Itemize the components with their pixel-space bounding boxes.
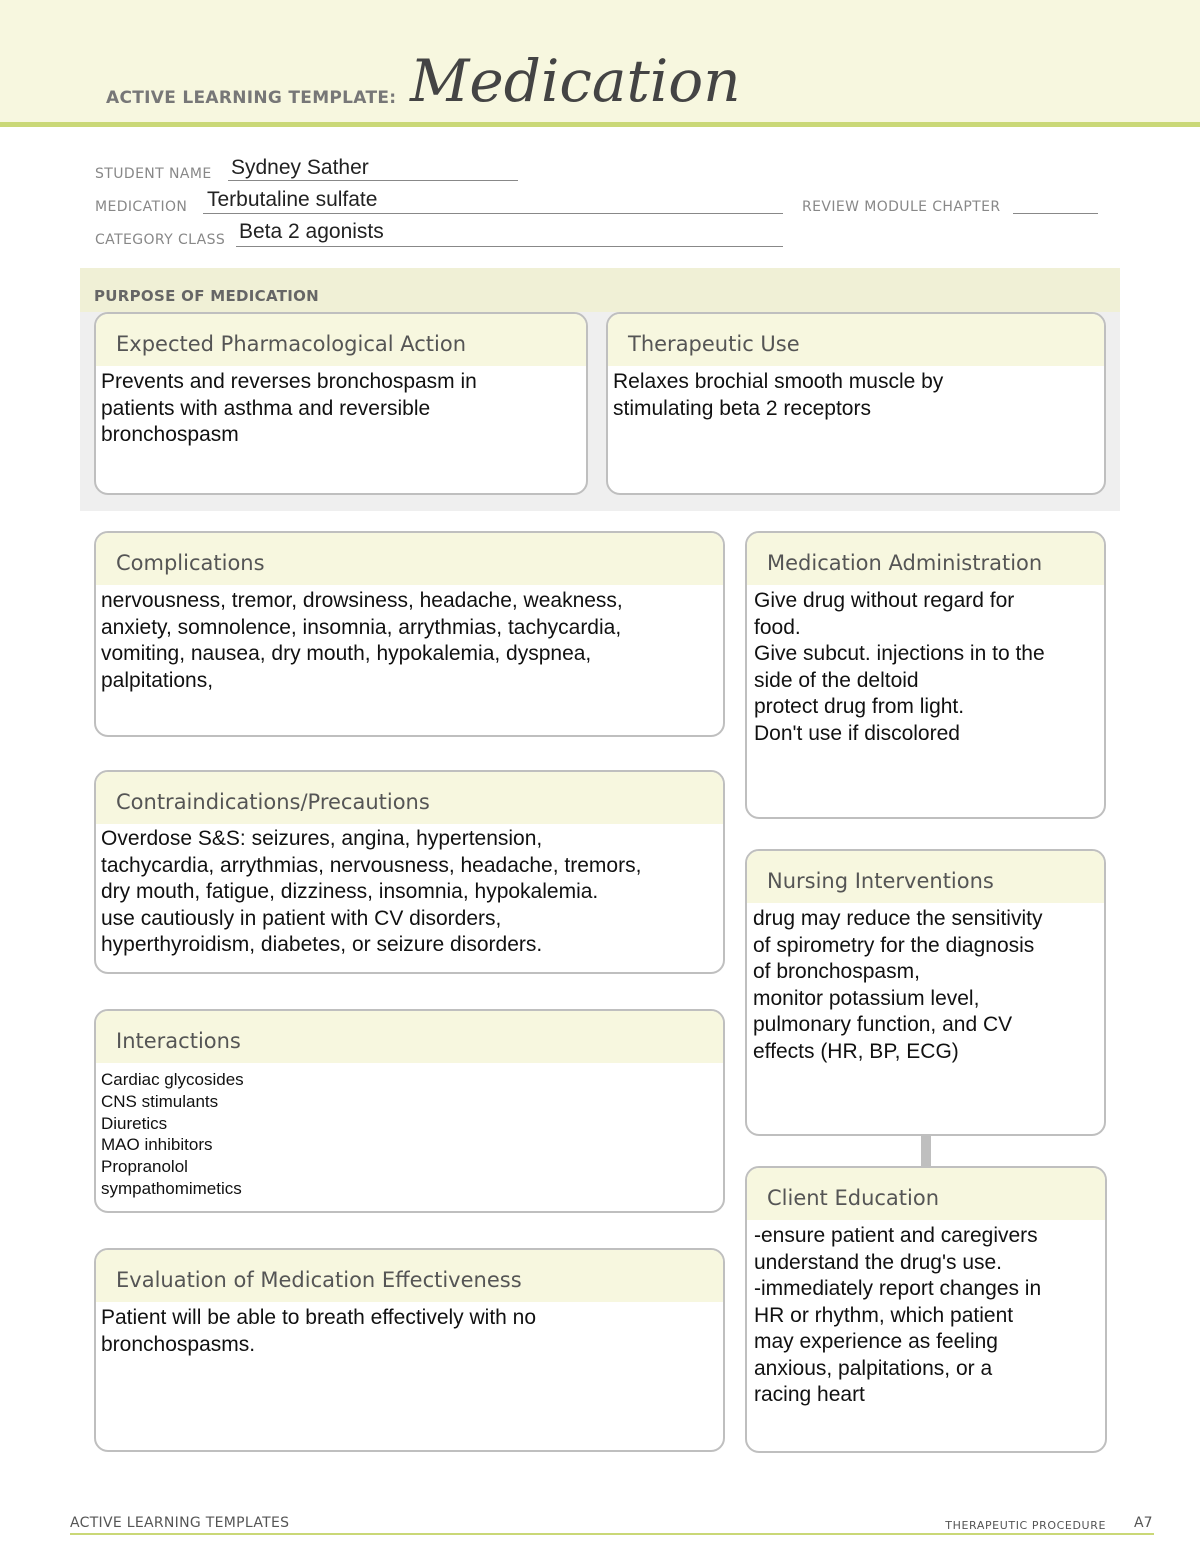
client-education-header	[747, 1168, 1105, 1220]
evaluation-title: Evaluation of Medication Effectiveness	[116, 1268, 522, 1292]
footer-right-label: THERAPEUTIC PROCEDURE	[945, 1519, 1106, 1532]
client-education-box	[745, 1166, 1107, 1453]
medication-line	[203, 213, 783, 214]
template-title: Medication	[410, 47, 741, 115]
therapeutic-use-text[interactable]: Relaxes brochial smooth muscle by stimulating beta 2 receptors	[613, 370, 944, 420]
category-class-field[interactable]: Beta 2 agonists	[239, 220, 384, 243]
student-name-field[interactable]: Sydney Sather	[231, 156, 369, 179]
medication-administration-title: Medication Administration	[767, 551, 1043, 575]
expected-action-header	[96, 314, 586, 366]
footer-divider	[70, 1533, 1154, 1535]
header-divider	[0, 122, 1200, 127]
contraindications-box	[94, 770, 725, 974]
therapeutic-use-box	[606, 312, 1106, 495]
contraindications-title: Contraindications/Precautions	[116, 790, 430, 814]
evaluation-header	[96, 1250, 723, 1302]
nursing-interventions-text[interactable]: drug may reduce the sensitivity of spirometry for the diagnosis of bronchospasm, monitor potassium level, pulmonary function, and CV effects (HR, BP, ECG)	[753, 907, 1043, 1063]
contraindications-text[interactable]: Overdose S&S: seizures, angina, hypertension, tachycardia, arrythmias, nervousness, headache, tremors, dry mouth, fatigue, dizziness, insomnia, hypokalemia. use cautiously in patient with CV disorders, hyperthyroidism, diabetes, or seizure disorders.	[101, 827, 642, 956]
purpose-label: PURPOSE OF MEDICATION	[94, 287, 320, 305]
therapeutic-use-title: Therapeutic Use	[628, 332, 800, 356]
expected-action-text[interactable]: Prevents and reverses bronchospasm in patients with asthma and reversible bronchospasm	[101, 370, 477, 446]
client-education-title: Client Education	[767, 1186, 940, 1210]
interactions-box	[94, 1009, 725, 1213]
expected-action-title: Expected Pharmacological Action	[116, 332, 467, 356]
nursing-interventions-title: Nursing Interventions	[767, 869, 994, 893]
footer-left-label: ACTIVE LEARNING TEMPLATES	[70, 1515, 290, 1531]
complications-title: Complications	[116, 551, 265, 575]
purpose-header	[80, 268, 1120, 312]
interactions-header	[96, 1011, 723, 1063]
therapeutic-use-header	[608, 314, 1104, 366]
student-name-line	[228, 180, 518, 181]
client-education-text[interactable]: -ensure patient and caregivers understand the drug's use. -immediately report changes in HR or rhythm, which patient may experience as feeling anxious, palpitations, or a racing heart	[754, 1224, 1042, 1406]
category-class-line	[236, 246, 783, 247]
medication-field[interactable]: Terbutaline sulfate	[207, 188, 378, 211]
evaluation-text[interactable]: Patient will be able to breath effectively with no bronchospasms.	[101, 1306, 537, 1356]
contraindications-header	[96, 772, 723, 824]
category-class-label: CATEGORY CLASS	[95, 232, 226, 248]
medication-label: MEDICATION	[95, 199, 188, 215]
template-label: ACTIVE LEARNING TEMPLATE:	[106, 88, 397, 108]
complications-header	[96, 533, 723, 585]
review-module-line	[1013, 213, 1098, 214]
complications-text[interactable]: nervousness, tremor, drowsiness, headache, weakness, anxiety, somnolence, insomnia, arrythmias, tachycardia, vomiting, nausea, dry mouth, hypokalemia, dyspnea, palpitations,	[101, 589, 623, 692]
interactions-title: Interactions	[116, 1029, 241, 1053]
footer-page-number: A7	[1134, 1515, 1153, 1531]
box-connector	[921, 1134, 931, 1166]
evaluation-box	[94, 1248, 725, 1452]
medication-administration-box	[745, 531, 1106, 819]
nursing-interventions-header	[747, 851, 1104, 903]
expected-action-box	[94, 312, 588, 495]
medication-administration-header	[747, 533, 1104, 585]
complications-box	[94, 531, 725, 737]
nursing-interventions-box	[745, 849, 1106, 1136]
medication-administration-text[interactable]: Give drug without regard for food. Give subcut. injections in to the side of the deltoid protect drug from light. Don't use if discolored	[754, 589, 1045, 745]
review-module-label: REVIEW MODULE CHAPTER	[802, 199, 1001, 215]
interactions-text[interactable]: Cardiac glycosides CNS stimulants Diuretics MAO inhibitors Propranolol sympathomimetics	[101, 1070, 244, 1198]
student-name-label: STUDENT NAME	[95, 166, 212, 182]
